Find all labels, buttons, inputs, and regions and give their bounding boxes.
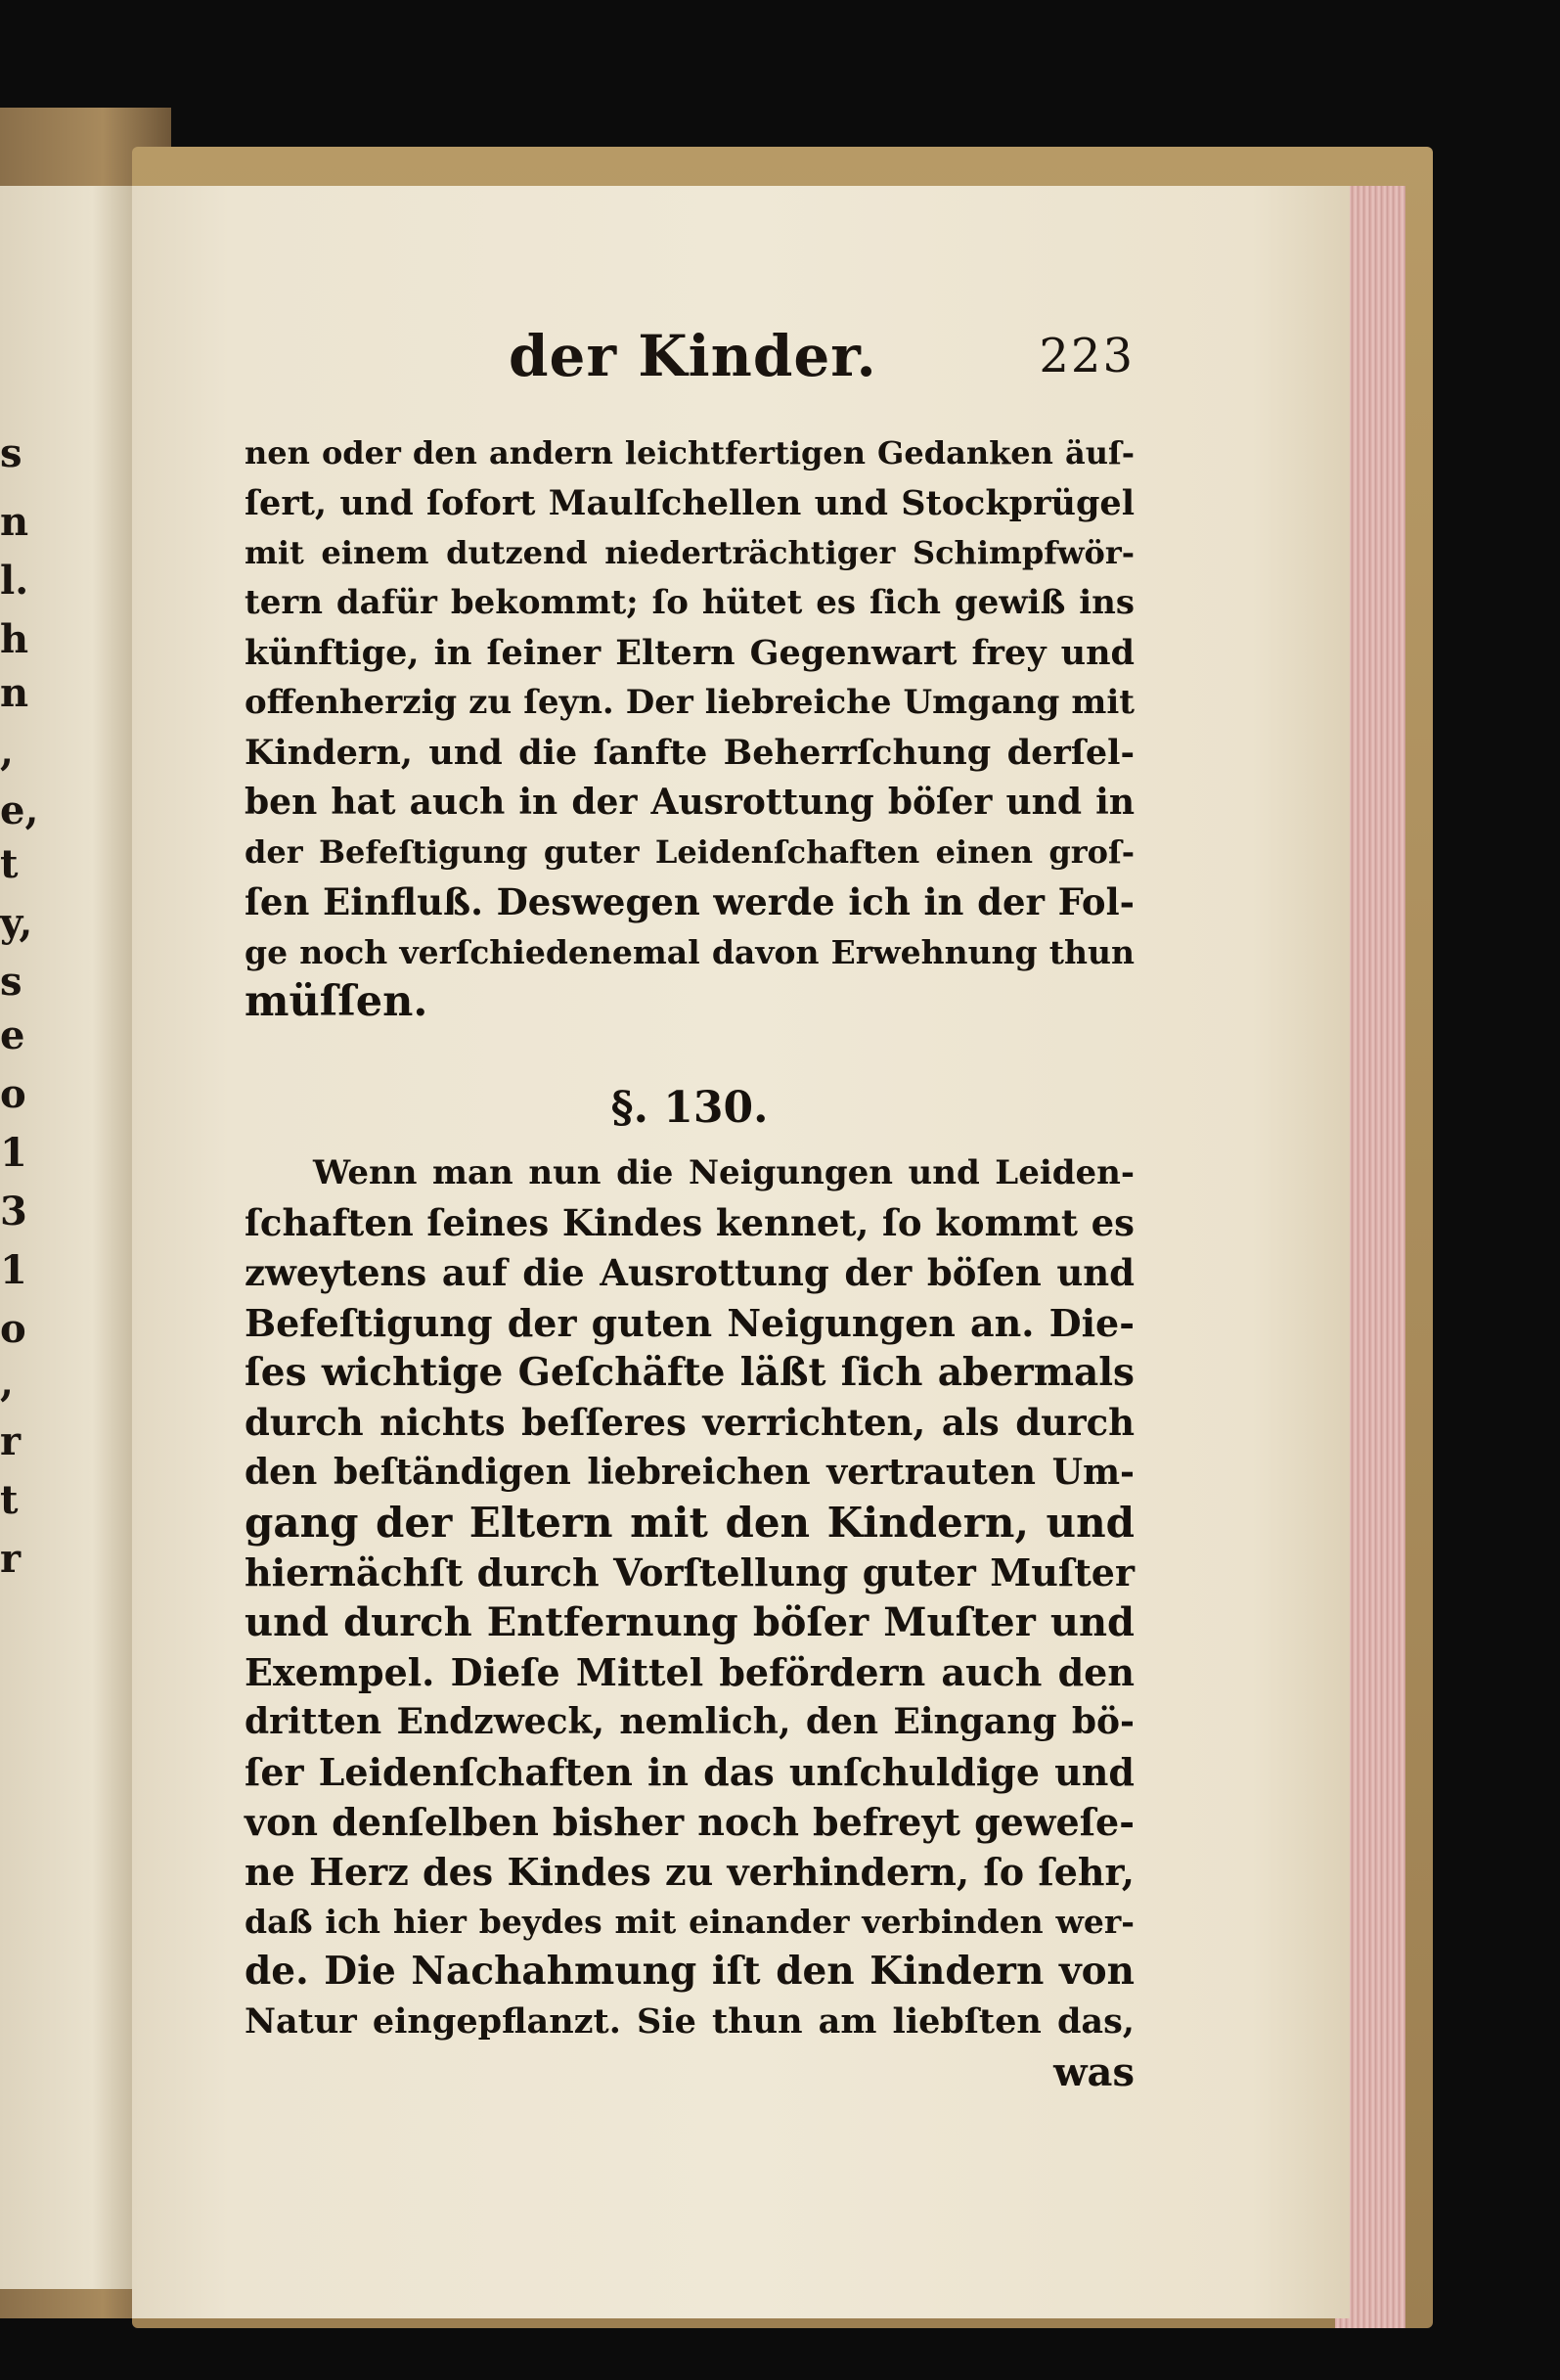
- facing-page-fragment: ,: [0, 1360, 14, 1406]
- text-line: zweytens auf die Ausrottung der böſen und: [245, 1251, 1135, 1294]
- body-text: [245, 428, 1135, 2099]
- facing-page-fragment: o: [0, 1071, 26, 1117]
- text-line: Kindern, und die ſanfte Beherrſchung derſel-: [245, 733, 1135, 773]
- text-line: Befeſtigung der guten Neigungen an. Die-: [245, 1301, 1135, 1345]
- facing-page-fragment: 1: [0, 1130, 27, 1176]
- text-line: ſert, und ſofort Maulſchellen und Stockprügel: [245, 483, 1135, 523]
- text-line: nen oder den andern leichtfertigen Gedanken äuſ-: [245, 434, 1135, 472]
- facing-page-fragment: n: [0, 499, 29, 545]
- text-line: der Befeſtigung guter Leidenſchaften einen groſ-: [245, 833, 1135, 871]
- facing-page-fragment: 3: [0, 1189, 27, 1235]
- text-line: ne Herz des Kindes zu verhindern, ſo ſehr,: [245, 1850, 1135, 1894]
- text-line: Exempel. Dieſe Mittel befördern auch den: [245, 1650, 1135, 1694]
- text-line: ſer Leidenſchaften in das unſchuldige und: [245, 1750, 1135, 1794]
- text-line: ſchaften ſeines Kindes kennet, ſo kommt es: [245, 1201, 1135, 1244]
- text-line: Wenn man nun die Neigungen und Leiden-: [313, 1153, 1135, 1192]
- facing-page-fragment: 1: [0, 1247, 27, 1293]
- facing-page-fragment: r: [0, 1418, 22, 1464]
- page-header: [509, 323, 1135, 401]
- facing-page-fragment: h: [0, 616, 29, 662]
- text-line: daß ich hier beydes mit einander verbinden wer-: [245, 1903, 1135, 1941]
- facing-page-fragment: t: [0, 841, 19, 887]
- text-line: künftige, in ſeiner Eltern Gegenwart frey und: [245, 633, 1135, 673]
- text-line: von denſelben bisher noch befreyt geweſe-: [245, 1800, 1135, 1844]
- text-line: gang der Eltern mit den Kindern, und: [245, 1499, 1135, 1547]
- facing-page-fragment: ,: [0, 729, 14, 775]
- paragraph-1: [245, 428, 1135, 1027]
- text-line: dritten Endzweck, nemlich, den Eingang bö-: [245, 1701, 1135, 1742]
- facing-page: [0, 186, 135, 2289]
- text-line: ge noch verſchiedenemal davon Erwehnung thun: [245, 933, 1135, 971]
- facing-page-fragment: l.: [0, 558, 29, 604]
- catchword: was: [1053, 2049, 1135, 2095]
- text-line: durch nichts beſſeres verrichten, als durch: [245, 1401, 1135, 1444]
- text-line: ben hat auch in der Ausrottung böſer und in: [245, 782, 1135, 823]
- running-title: der Kinder.: [509, 323, 877, 389]
- text-line: hiernächſt durch Vorſtellung guter Muſter: [245, 1550, 1135, 1594]
- paragraph-2: [245, 1148, 1135, 2046]
- text-line: Natur eingepflanzt. Sie thun am liebſten das,: [245, 2001, 1135, 2042]
- facing-page-fragment: e: [0, 1012, 25, 1058]
- text-line: müſſen.: [245, 977, 428, 1026]
- text-line: ſen Einfluß. Deswegen werde ich in der Fol-: [245, 880, 1135, 923]
- text-line: und durch Entfernung böſer Muſter und: [245, 1599, 1135, 1645]
- section-heading: §. 130.: [610, 1083, 769, 1133]
- text-line: de. Die Nachahmung iſt den Kindern von: [245, 1949, 1135, 1994]
- page-number: 223: [1039, 329, 1135, 383]
- text-line: den beſtändigen liebreichen vertrauten Um-: [245, 1452, 1135, 1493]
- facing-page-fragment: o: [0, 1306, 26, 1352]
- facing-page-fragment: t: [0, 1477, 19, 1523]
- text-line: ſes wichtige Geſchäfte läßt ſich abermals: [245, 1350, 1135, 1395]
- text-line: offenherzig zu ſeyn. Der liebreiche Umgang mit: [245, 683, 1135, 722]
- facing-page-fragment: s: [0, 430, 22, 476]
- facing-page-fragment: n: [0, 670, 29, 716]
- text-line: tern dafür bekommt; ſo hütet es ſich gewiß ins: [245, 583, 1135, 622]
- facing-page-fragment: s: [0, 959, 22, 1005]
- facing-page-fragment: r: [0, 1536, 22, 1582]
- facing-page-fragment: y,: [0, 900, 33, 946]
- facing-page-fragment: e,: [0, 787, 39, 833]
- text-line: mit einem dutzend niederträchtiger Schimpfwör-: [245, 534, 1135, 571]
